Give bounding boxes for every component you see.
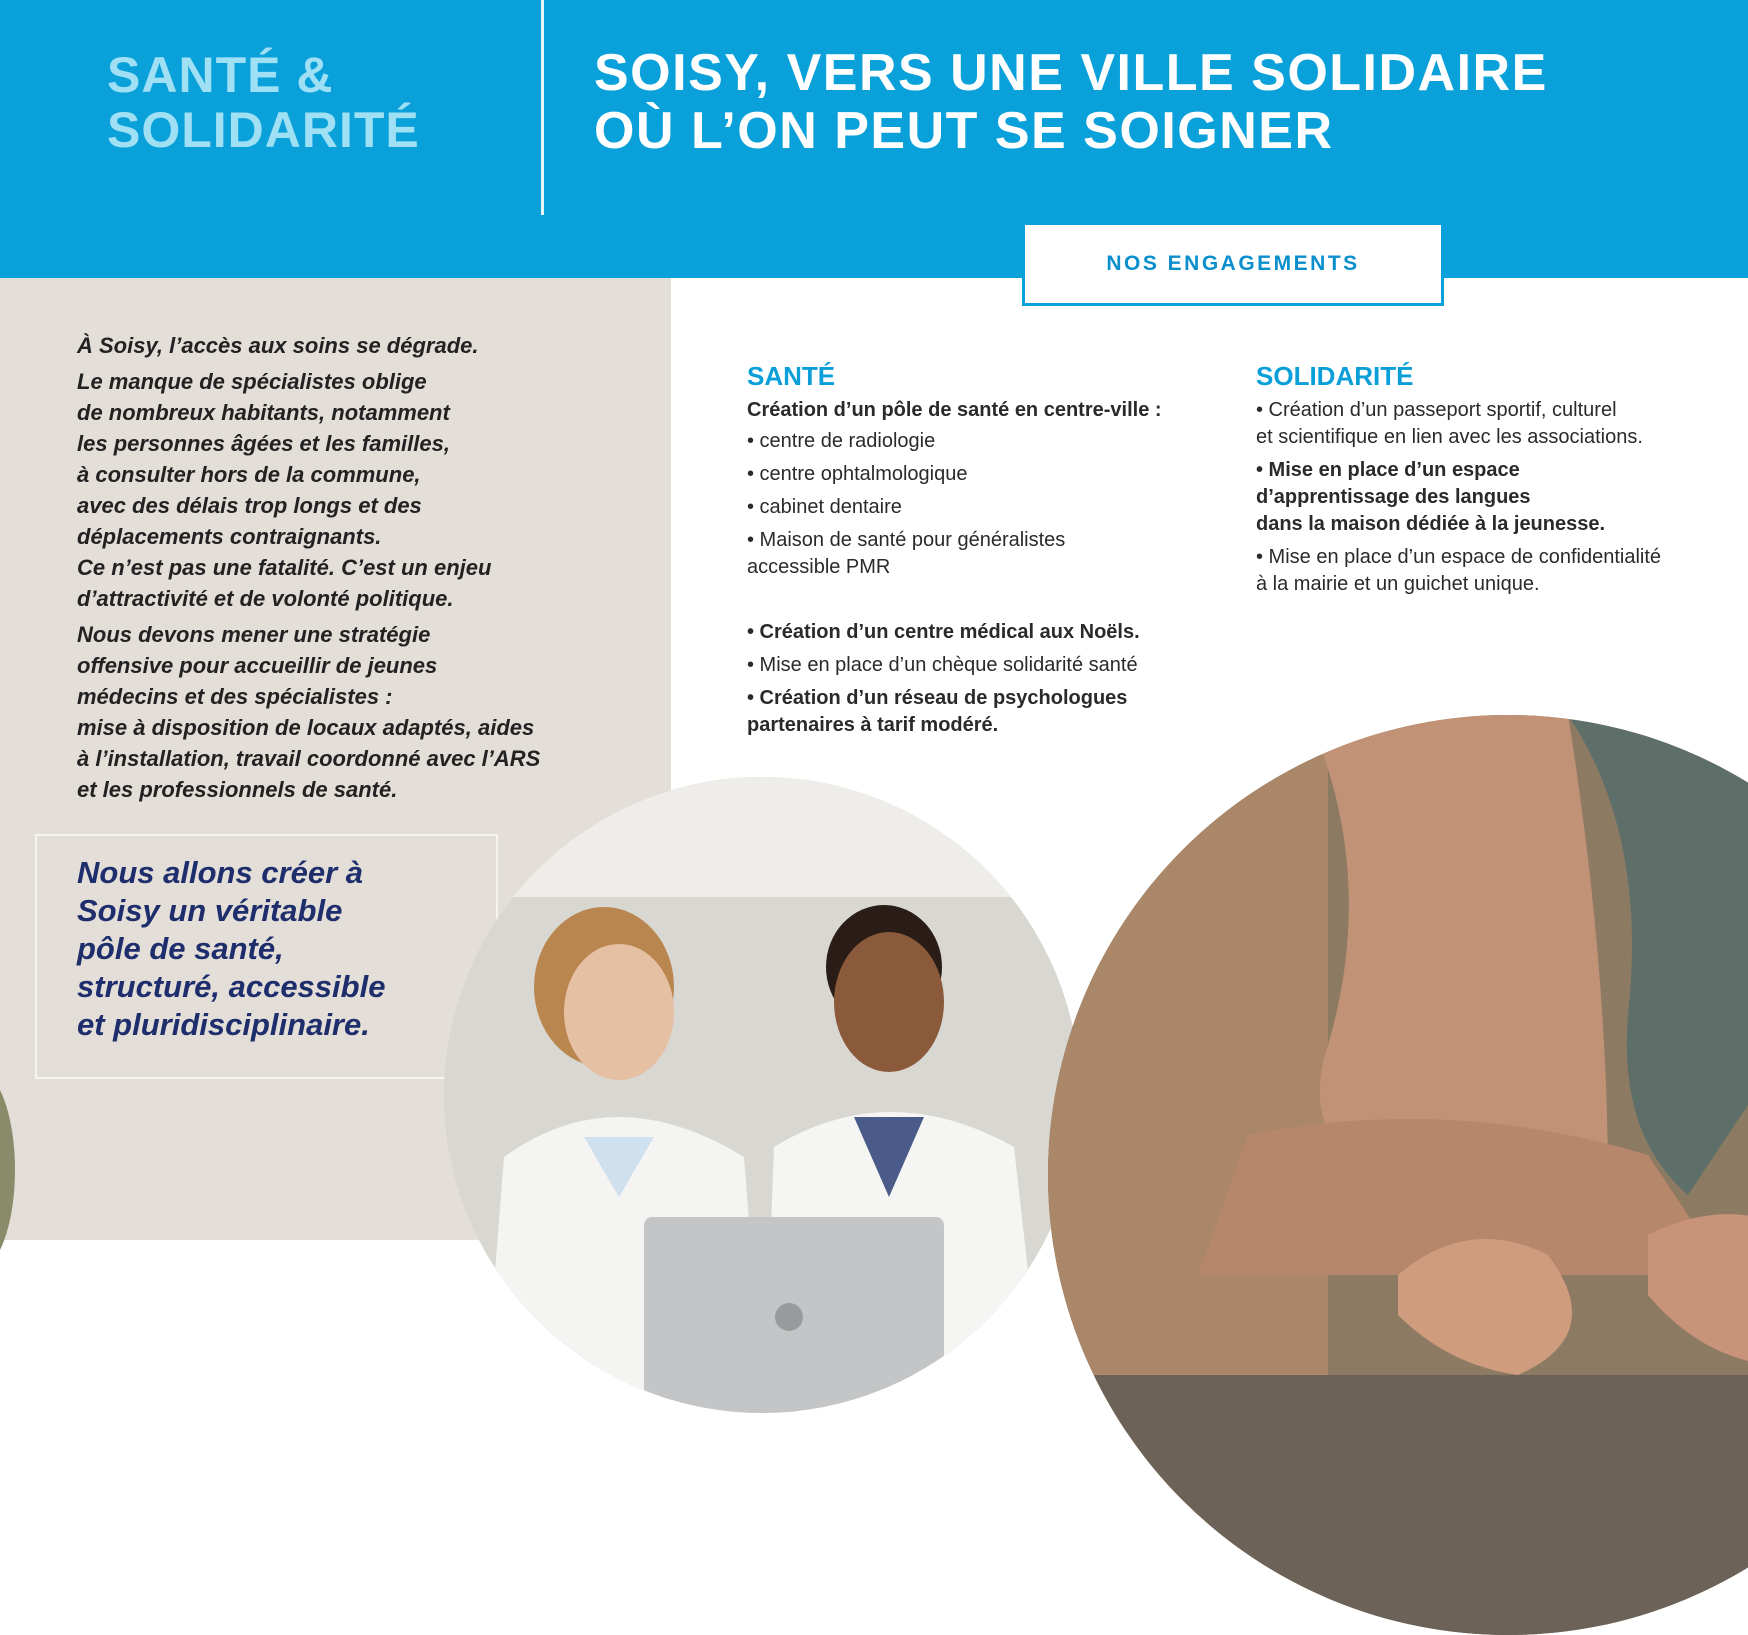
health-item: • centre de radiologie xyxy=(747,430,936,452)
health-title: SANTÉ xyxy=(747,361,836,391)
solidarity-item: • Mise en place d’un espace de confidentialité à la mairie et un guichet unique. xyxy=(1256,546,1662,595)
engagements-box xyxy=(1022,222,1444,306)
solidarity-title: SOLIDARITÉ xyxy=(1256,361,1414,391)
intro-paragraph: Nous devons mener une stratégie offensive pour accueillir de jeunes médecins et des spécialistes : mise à disposition de locaux adaptés, aides à l’installation, travail coordonné avec l’ARS et les professionnels de santé. xyxy=(77,622,541,802)
solidarity-item: • Création d’un passeport sportif, culturel et scientifique en lien avec les associations. xyxy=(1256,399,1643,448)
quote-box xyxy=(35,834,498,1079)
solidarity-item: • Mise en place d’un espace d’apprentissage des langues dans la maison dédiée à la jeunesse. xyxy=(1256,459,1606,535)
health-item: • Création d’un réseau de psychologues partenaires à tarif modéré. xyxy=(747,687,1128,736)
engagements-label: NOS ENGAGEMENTS xyxy=(1106,252,1360,275)
yoga-illustration xyxy=(1048,715,1748,1635)
health-column xyxy=(747,361,1217,745)
section-title: SANTÉ & SOLIDARITÉ xyxy=(107,47,420,158)
intro-paragraph: Le manque de spécialistes oblige de nombreux habitants, notamment les personnes âgées et les familles, à consulter hors de la commune, avec des délais trop longs et des déplacements contraignants. Ce n’est pas une fatalité. C’est un enjeu d’attractivité et de volonté politique. xyxy=(77,369,492,611)
doctors-illustration xyxy=(444,777,1080,1413)
health-item: • Création d’un centre médical aux Noëls. xyxy=(747,621,1140,643)
doctors-photo xyxy=(444,777,1080,1413)
header-divider xyxy=(541,0,544,215)
health-item: • Maison de santé pour généralistes accessible PMR xyxy=(747,529,1066,578)
health-item: • cabinet dentaire xyxy=(747,496,902,518)
intro-paragraph: À Soisy, l’accès aux soins se dégrade. xyxy=(77,333,479,358)
health-item: • Mise en place d’un chèque solidarité santé xyxy=(747,654,1138,676)
main-title: SOISY, VERS UNE VILLE SOLIDAIRE OÙ L’ON PEUT SE SOIGNER xyxy=(594,44,1548,160)
health-item: • centre ophtalmologique xyxy=(747,463,968,485)
solidarity-column xyxy=(1256,361,1716,604)
intro-text xyxy=(77,330,597,810)
quote-text: Nous allons créer à Soisy un véritable pôle de santé, structuré, accessible et pluridisciplinaire. xyxy=(77,855,386,1042)
yoga-photo xyxy=(1048,715,1748,1635)
health-subtitle: Création d’un pôle de santé en centre-ville : xyxy=(747,399,1162,421)
